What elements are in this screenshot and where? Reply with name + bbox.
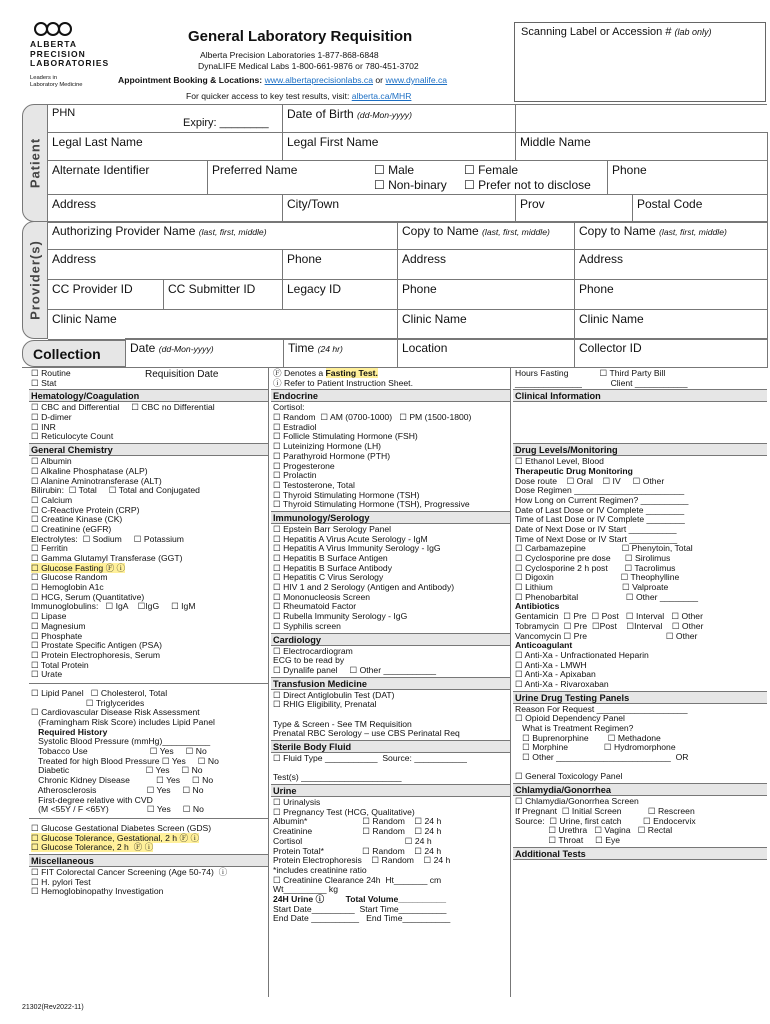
text-systolic-blood-pressure-mmhg: Systolic Blood Pressure (mmHg)__________ — [31, 736, 211, 747]
checkbox-lithium-valproate[interactable]: ☐ Lithium ☐ Valproate — [515, 582, 669, 593]
checkbox-c-reactive-protein-crp[interactable]: ☐ C-Reactive Protein (CRP) — [31, 504, 140, 515]
checkbox-alanine-aminotransferase-alt[interactable]: ☐ Alanine Aminotransferase (ALT) — [31, 475, 162, 486]
checkbox-chronic-kidney-disease-yes-no[interactable]: Chronic Kidney Disease ☐ Yes ☐ No — [31, 775, 214, 786]
checkbox-lipase[interactable]: ☐ Lipase — [31, 611, 67, 622]
gender-prefer-not-checkbox[interactable]: ☐ Prefer not to disclose — [464, 178, 591, 192]
checkbox-hepatitis-b-surface-antigen[interactable]: ☐ Hepatitis B Surface Antigen — [273, 553, 388, 563]
checkbox-gamma-glutamyl-transferase-ggt[interactable]: ☐ Gamma Glutamyl Transferase (GGT) — [31, 553, 183, 563]
checkbox-hiv-1-and-2-serology-antigen-and-antibod[interactable]: ☐ HIV 1 and 2 Serology (Antigen and Antibody) — [273, 582, 455, 593]
mhr-link[interactable]: alberta.ca/MHR — [351, 91, 412, 101]
checkbox-reticulocyte-count[interactable]: ☐ Reticulocyte Count — [31, 431, 114, 442]
org-name: ALBERTA PRECISION LABORATORIES — [30, 39, 110, 68]
checkbox-syphilis-screen[interactable]: ☐ Syphilis screen — [273, 620, 341, 631]
checkbox-m-55y-f-65y-yes-no[interactable]: (M <55Y / F <65Y) ☐ Yes ☐ No — [31, 804, 204, 815]
text-blank — [515, 432, 765, 442]
checkbox-rhig-eligibility-prenatal[interactable]: ☐ RHIG Eligibility, Prenatal — [273, 699, 377, 710]
text-anticoagulant: Anticoagulant — [515, 640, 573, 651]
checkbox-urinalysis[interactable]: ☐ Urinalysis — [273, 797, 321, 808]
copy-1-phone-field[interactable]: Phone — [398, 280, 575, 310]
checkbox-calcium[interactable]: ☐ Calcium — [31, 494, 73, 505]
checkbox-pregnancy-test-hcg-qualitative[interactable]: ☐ Pregnancy Test (HCG, Qualitative) — [273, 806, 415, 817]
divider — [29, 683, 268, 687]
checkbox-opioid-dependency-panel[interactable]: ☐ Opioid Dependency Panel — [515, 713, 625, 724]
first-name-field[interactable]: Legal First Name — [283, 133, 516, 161]
checkbox-estradiol[interactable]: ☐ Estradiol — [273, 421, 317, 432]
checkbox-stat[interactable]: ☐ Stat — [31, 377, 57, 388]
checkbox-tobacco-use-yes-no[interactable]: Tobacco Use ☐ Yes ☐ No — [31, 746, 207, 757]
section-additional-tests: Additional Tests — [513, 847, 767, 860]
checkbox-random-am-0700-1000-pm-1500-1800[interactable]: ☐ Random ☐ AM (0700-1000) ☐ PM (1500-1800) — [273, 412, 472, 423]
checkbox-d-dimer[interactable]: ☐ D-dimer — [31, 412, 72, 423]
checkbox-hepatitis-c-virus-serology[interactable]: ☐ Hepatitis C Virus Serology — [273, 572, 384, 583]
checkbox-rubella-immunity-serology-igg[interactable]: ☐ Rubella Immunity Serology - IgG — [273, 611, 408, 622]
text-start-date-start-time: Start Date_________ Start Time__________ — [273, 903, 447, 914]
checkbox-tobramycin-pre-post-interval-other[interactable]: Tobramycin ☐ Pre ☐Post ☐Interval ☐ Other — [515, 620, 704, 631]
checkbox-protein-electrophoresis-serum[interactable]: ☐ Protein Electrophoresis, Serum — [31, 649, 161, 660]
checkbox-albumin-random-24-h[interactable]: Albumin* ☐ Random ☐ 24 h — [273, 816, 442, 827]
collection-grid — [125, 338, 767, 367]
checkbox-hemoglobinopathy-investigation[interactable]: ☐ Hemoglobinopathy Investigation — [31, 886, 164, 897]
text-reason-for-request: Reason For Request ___________________ — [515, 703, 688, 714]
checkbox-prostate-specific-antigen-psa[interactable]: ☐ Prostate Specific Antigen (PSA) — [31, 640, 162, 651]
checkbox-digoxin-theophylline[interactable]: ☐ Digoxin ☐ Theophylline — [515, 572, 680, 583]
section-miscellaneous: Miscellaneous — [29, 854, 268, 867]
copy-1-clinic-field[interactable]: Clinic Name — [398, 310, 575, 340]
checkbox-prolactin[interactable]: ☐ Prolactin — [273, 470, 317, 481]
collection-date-field[interactable]: Date (dd-Mon-yyyy) — [126, 339, 284, 368]
copy-2-clinic-field[interactable]: Clinic Name — [575, 310, 768, 340]
checkbox-cyclosporine-2-h-post-tacrolimus[interactable]: ☐ Cyclosporine 2 h post ☐ Tacrolimus — [515, 562, 676, 573]
text-end-date-end-time: End Date __________ End Time__________ — [273, 913, 451, 924]
patient-address-field[interactable]: Address — [48, 195, 283, 223]
phn-field[interactable]: PHN Expiry: ________ — [48, 105, 283, 133]
gender-nonbinary-checkbox[interactable]: ☐ Non-binary — [374, 178, 447, 192]
dob-blank — [516, 105, 768, 133]
checkbox-lipid-panel-cholesterol-total[interactable]: ☐ Lipid Panel ☐ Cholesterol, Total — [31, 687, 168, 698]
checkbox-epstein-barr-serology-panel[interactable]: ☐ Epstein Barr Serology Panel — [273, 523, 392, 534]
text-refer-to-patient-instruction-sheet: ⓘ Refer to Patient Instruction Sheet. — [273, 377, 413, 388]
mhr-line: For quicker access to key test results, visit: alberta.ca/MHR — [186, 91, 412, 101]
provider-address-field[interactable]: Address — [48, 250, 283, 280]
checkbox-h-pylori-test[interactable]: ☐ H. pylori Test — [31, 876, 91, 887]
checkbox-buprenorphine-methadone[interactable]: ☐ Buprenorphine ☐ Methadone — [515, 732, 661, 743]
booking-line: Appointment Booking & Locations: www.albertaprecisionlabs.ca or www.dynalife.ca — [118, 75, 448, 85]
checkbox-protein-total-random-24-h[interactable]: Protein Total* ☐ Random ☐ 24 h — [273, 845, 442, 856]
checkbox-if-pregnant-initial-screen-rescreen[interactable]: If Pregnant ☐ Initial Screen ☐ Rescreen — [515, 805, 695, 816]
cc-provider-id-field[interactable]: CC Provider ID — [48, 280, 164, 310]
clinic-name-field[interactable]: Clinic Name — [48, 310, 398, 340]
checkbox-dynalife-panel-other[interactable]: ☐ Dynalife panel ☐ Other ___________ — [273, 664, 437, 675]
gender-female-checkbox[interactable]: ☐ Female — [464, 163, 519, 177]
org-tagline: Leaders in Laboratory Medicine — [30, 75, 83, 88]
copy-2-address-field[interactable]: Address — [575, 250, 768, 280]
checkbox-cardiovascular-disease-risk-assessment[interactable]: ☐ Cardiovascular Disease Risk Assessment — [31, 707, 200, 718]
checkbox-diabetic-yes-no[interactable]: Diabetic ☐ Yes ☐ No — [31, 765, 203, 776]
checkbox-creatine-kinase-ck[interactable]: ☐ Creatine Kinase (CK) — [31, 514, 123, 525]
checkbox-thyroid-stimulating-hormone-tsh-progress[interactable]: ☐ Thyroid Stimulating Hormone (TSH), Progressive — [273, 499, 470, 510]
logo-rings-icon — [34, 22, 74, 36]
checkbox-mononucleosis-screen[interactable]: ☐ Mononucleosis Screen — [273, 591, 371, 602]
city-field[interactable]: City/Town — [283, 195, 516, 223]
checkbox-albumin[interactable]: ☐ Albumin — [31, 456, 72, 467]
checkbox-anti-xa-lmwh[interactable]: ☐ Anti-Xa - LMWH — [515, 659, 587, 670]
checkbox-dose-route-oral-iv-other[interactable]: Dose route ☐ Oral ☐ IV ☐ Other — [515, 475, 665, 486]
checkbox-glucose-random[interactable]: ☐ Glucose Random — [31, 572, 108, 583]
text-prenatal-rbc-serology-use-cbs-perinatal-: Prenatal RBC Serology – use CBS Perinatal Req — [273, 728, 460, 739]
checkbox-hepatitis-a-virus-immunity-serology-igg[interactable]: ☐ Hepatitis A Virus Immunity Serology - IgG — [273, 543, 441, 554]
section-chlamydia-gonorrhea: Chlamydia/Gonorrhea — [513, 783, 767, 796]
checkbox-treated-for-high-blood-pressure-yes-no[interactable]: Treated for high Blood Pressure ☐ Yes ☐ No — [31, 755, 219, 766]
checkbox-inr[interactable]: ☐ INR — [31, 421, 56, 432]
section-immunology-serology: Immunology/Serology — [271, 511, 510, 524]
prov-field[interactable]: Prov — [516, 195, 633, 223]
legacy-id-field[interactable]: Legacy ID — [283, 280, 398, 310]
middle-name-field[interactable]: Middle Name — [516, 133, 768, 161]
checkbox-glucose-tolerance-2-h[interactable]: ☐ Glucose Tolerance, 2 h Ⓕ ⓘ — [31, 842, 154, 853]
text-what-is-treatment-regimen: What is Treatment Regimen? — [515, 723, 634, 733]
checkbox-atherosclerosis-yes-no[interactable]: Atherosclerosis ☐ Yes ☐ No — [31, 784, 204, 795]
pref-name-field[interactable]: Preferred Name ☐ Male ☐ Female ☐ Non-binary ☐ Prefer not to disclose — [208, 161, 608, 195]
checkbox-chlamydia-gonorrhea-screen[interactable]: ☐ Chlamydia/Gonorrhea Screen — [515, 796, 639, 807]
section-endocrine: Endocrine — [271, 389, 510, 402]
column-2 — [273, 369, 508, 924]
checkbox-parathyroid-hormone-pth[interactable]: ☐ Parathyroid Hormone (PTH) — [273, 450, 391, 461]
section-urine-drug-testing-panels: Urine Drug Testing Panels — [513, 691, 767, 704]
checkbox-phenobarbital-other[interactable]: ☐ Phenobarbital ☐ Other ________ — [515, 591, 699, 602]
section-drug-levels-monitoring: Drug Levels/Monitoring — [513, 443, 767, 456]
text-blank — [515, 413, 765, 423]
checkbox-anti-xa-rivaroxaban[interactable]: ☐ Anti-Xa - Rivaroxaban — [515, 678, 609, 689]
text-includes-creatinine-ratio: *includes creatinine ratio — [273, 864, 367, 875]
section-general-chemistry: General Chemistry — [29, 443, 268, 456]
checkbox-progesterone[interactable]: ☐ Progesterone — [273, 460, 335, 471]
checkbox-bilirubin-total-total-and-conjugated[interactable]: Bilirubin: ☐ Total ☐ Total and Conjugated — [31, 485, 200, 496]
provider-grid — [47, 221, 767, 339]
text-test-s: Test(s) _____________________ — [273, 772, 402, 783]
checkbox-source-urine-first-catch-endocervix[interactable]: Source: ☐ Urine, first catch ☐ Endocervix — [515, 815, 696, 826]
checkbox-other-or[interactable]: ☐ Other ________________________ OR — [515, 752, 689, 763]
checkbox-immunoglobulins-iga-igg-igm[interactable]: Immunoglobulins: ☐ IgA ☐IgG ☐ IgM — [31, 601, 196, 612]
text-date-of-next-dose-or-iv-start: Date of Next Dose or IV Start __________ — [515, 523, 677, 534]
text-cortisol: Cortisol: — [273, 402, 305, 413]
checkbox-luteinizing-hormone-lh[interactable]: ☐ Luteinizing Hormone (LH) — [273, 441, 382, 452]
section-transfusion-medicine: Transfusion Medicine — [271, 677, 510, 690]
checkbox-triglycerides[interactable]: ☐ Triglycerides — [31, 697, 145, 708]
checkbox-glucose-tolerance-gestational-2-h[interactable]: ☐ Glucose Tolerance, Gestational, 2 h Ⓕ ⓘ — [31, 832, 200, 843]
text-antibiotics: Antibiotics — [515, 601, 560, 612]
text-how-long-on-current-regimen: How Long on Current Regimen? __________ — [515, 494, 689, 505]
checkbox-glucose-gestational-diabetes-screen-gds[interactable]: ☐ Glucose Gestational Diabetes Screen (GDS) — [31, 822, 212, 833]
apl-phone: Alberta Precision Laboratories 1-877-868-6848 — [200, 50, 379, 60]
copy-to-2-field[interactable]: Copy to Name (last, first, middle) — [575, 222, 768, 250]
checkbox-vancomycin-pre-other[interactable]: Vancomycin ☐ Pre ☐ Other — [515, 630, 698, 641]
text-denotes-a-fasting-test: Ⓕ Denotes a Fasting Test. — [273, 368, 378, 378]
form-title: General Laboratory Requisition — [188, 28, 413, 45]
checkbox-carbamazepine-phenytoin-total[interactable]: ☐ Carbamazepine ☐ Phenytoin, Total — [515, 543, 693, 554]
text-ecg-to-be-read-by: ECG to be read by — [273, 655, 345, 666]
checkbox-follicle-stimulating-hormone-fsh[interactable]: ☐ Follicle Stimulating Hormone (FSH) — [273, 431, 418, 442]
checkbox-morphine-hydromorphone[interactable]: ☐ Morphine ☐ Hydromorphone — [515, 742, 676, 753]
checkbox-ethanol-level-blood[interactable]: ☐ Ethanol Level, Blood — [515, 456, 604, 467]
auth-provider-field[interactable]: Authorizing Provider Name (last, first, middle) — [48, 222, 398, 250]
text-type-screen-see-tm-requisition: Type & Screen - See TM Requisition — [273, 718, 412, 729]
copy-2-phone-field[interactable]: Phone — [575, 280, 768, 310]
text-framingham-risk-score-includes-lipid-pan: (Framingham Risk Score) includes Lipid Panel — [31, 717, 215, 727]
gender-male-checkbox[interactable]: ☐ Male — [374, 163, 415, 177]
checkbox-protein-electrophoresis-random-24-h[interactable]: Protein Electrophoresis ☐ Random ☐ 24 h — [273, 855, 451, 866]
checkbox-hepatitis-b-surface-antibody[interactable]: ☐ Hepatitis B Surface Antibody — [273, 562, 393, 573]
column-divider — [510, 367, 511, 997]
collection-location-field[interactable]: Location — [398, 339, 575, 368]
checkbox-anti-xa-unfractionated-heparin[interactable]: ☐ Anti-Xa - Unfractionated Heparin — [515, 649, 649, 660]
checkbox-urate[interactable]: ☐ Urate — [31, 669, 63, 680]
checkbox-fluid-type-source[interactable]: ☐ Fluid Type ___________ Source: ___________ — [273, 753, 467, 763]
collection-tab: Collection — [22, 340, 126, 367]
text-blank — [515, 423, 765, 433]
checkbox-total-protein[interactable]: ☐ Total Protein — [31, 659, 89, 670]
checkbox-creatinine-random-24-h[interactable]: Creatinine ☐ Random ☐ 24 h — [273, 826, 442, 837]
checkbox-hepatitis-a-virus-acute-serology-igm[interactable]: ☐ Hepatitis A Virus Acute Serology - IgM — [273, 533, 428, 544]
collection-time-field[interactable]: Time (24 hr) — [284, 339, 398, 368]
section-hematology-coagulation: Hematology/Coagulation — [29, 389, 268, 402]
checkbox-alkaline-phosphatase-alp[interactable]: ☐ Alkaline Phosphatase (ALP) — [31, 465, 148, 476]
patient-tab: Patient — [22, 104, 48, 222]
last-name-field[interactable]: Legal Last Name — [48, 133, 283, 161]
copy-to-1-field[interactable]: Copy to Name (last, first, middle) — [398, 222, 575, 250]
checkbox-cyclosporine-pre-dose-sirolimus[interactable]: ☐ Cyclosporine pre dose ☐ Sirolimus — [515, 553, 671, 563]
checkbox-testosterone-total[interactable]: ☐ Testosterone, Total — [273, 479, 355, 490]
checkbox-gentamicin-pre-post-interval-other[interactable]: Gentamicin ☐ Pre ☐ Post ☐ Interval ☐ Other — [515, 611, 703, 622]
text-dose-regimen: Dose Regimen _______________________ — [515, 485, 685, 496]
section-sterile-body-fluid: Sterile Body Fluid — [271, 740, 510, 753]
text-blank — [515, 403, 765, 413]
section-urine: Urine — [271, 784, 510, 797]
checkbox-rheumatoid-factor[interactable]: ☐ Rheumatoid Factor — [273, 601, 357, 612]
column-divider — [268, 367, 269, 997]
checkbox-hemoglobin-a1c[interactable]: ☐ Hemoglobin A1c — [31, 582, 104, 593]
checkbox-cbc-and-differential-cbc-no-differential[interactable]: ☐ CBC and Differential ☐ CBC no Differential — [31, 402, 215, 413]
requisition-date-field[interactable]: Requisition Date — [145, 369, 219, 380]
provider-tab: Provider(s) — [22, 221, 48, 339]
checkbox-hcg-serum-quantitative[interactable]: ☐ HCG, Serum (Quantitative) — [31, 591, 145, 602]
dynalife-phone: DynaLIFE Medical Labs 1-800-661-9876 or 780-451-3702 — [198, 61, 419, 71]
collector-id-field[interactable]: Collector ID — [575, 339, 768, 368]
checkbox-routine[interactable]: ☐ Routine — [31, 368, 71, 378]
provider-phone-field[interactable]: Phone — [283, 250, 398, 280]
checkbox-creatinine-egfr[interactable]: ☐ Creatinine (eGFR) — [31, 523, 112, 534]
apl-link[interactable]: www.albertaprecisionlabs.ca — [264, 75, 374, 85]
checkbox-thyroid-stimulating-hormone-tsh[interactable]: ☐ Thyroid Stimulating Hormone (TSH) — [273, 489, 420, 500]
checkbox-phosphate[interactable]: ☐ Phosphate — [31, 630, 83, 641]
form-number: 21302(Rev2022-11) — [22, 1004, 84, 1011]
checkbox-anti-xa-apixaban[interactable]: ☐ Anti-Xa - Apixaban — [515, 669, 596, 680]
text-therapeutic-drug-monitoring: Therapeutic Drug Monitoring — [515, 465, 633, 476]
checkbox-cortisol-24-h[interactable]: Cortisol ☐ 24 h — [273, 835, 432, 846]
checkbox-creatinine-clearance-24h-ht-cm[interactable]: ☐ Creatinine Clearance 24h Ht_______ cm — [273, 874, 442, 885]
checkbox-glucose-fasting[interactable]: ☐ Glucose Fasting Ⓕ ⓘ — [31, 562, 126, 573]
checkbox-fit-colorectal-cancer-screening-age-50-7[interactable]: ☐ FIT Colorectal Cancer Screening (Age 50-74) ⓘ — [31, 866, 228, 877]
column-3 — [515, 369, 765, 861]
text-time-of-next-dose-or-iv-start: Time of Next Dose or IV Start __________ — [515, 533, 678, 544]
dynalife-link[interactable]: www.dynalife.ca — [385, 75, 448, 85]
checkbox-electrolytes-sodium-potassium[interactable]: Electrolytes: ☐ Sodium ☐ Potassium — [31, 533, 184, 544]
section-clinical-information: Clinical Information — [513, 389, 767, 402]
text-date-of-last-dose-or-iv-complete: Date of Last Dose or IV Complete ________ — [515, 504, 685, 515]
column-1 — [31, 369, 266, 897]
checkbox-general-toxicology-panel[interactable]: ☐ General Toxicology Panel — [515, 771, 623, 782]
scanning-label-box[interactable]: Scanning Label or Accession # (lab only) — [514, 22, 766, 102]
checkbox-direct-antiglobulin-test-dat[interactable]: ☐ Direct Antiglobulin Test (DAT) — [273, 689, 395, 700]
checkbox-magnesium[interactable]: ☐ Magnesium — [31, 620, 86, 631]
checkbox-hours-fasting-third-party-bill[interactable]: Hours Fasting ☐ Third Party Bill — [515, 368, 666, 378]
checkbox-throat-eye[interactable]: ☐ Throat ☐ Eye — [515, 834, 621, 845]
checkbox-ferritin[interactable]: ☐ Ferritin — [31, 543, 68, 554]
cc-submitter-id-field[interactable]: CC Submitter ID — [164, 280, 283, 310]
text-required-history: Required History — [31, 726, 108, 737]
patient-grid — [47, 104, 767, 222]
patient-phone-field[interactable]: Phone — [608, 161, 768, 195]
text-24h-urine-total-volume: 24H Urine ⓘ Total Volume__________ — [273, 893, 447, 904]
divider — [29, 818, 268, 822]
checkbox-urethra-vagina-rectal[interactable]: ☐ Urethra ☐ Vagina ☐ Rectal — [515, 825, 673, 836]
checkbox-electrocardiogram[interactable]: ☐ Electrocardiogram — [273, 645, 353, 656]
text-first-degree-relative-with-cvd: First-degree relative with CVD — [31, 794, 153, 805]
text-client: ______________ Client ___________ — [515, 377, 688, 388]
text-time-of-last-dose-or-iv-complete: Time of Last Dose or IV Complete ________ — [515, 514, 685, 525]
alt-id-field[interactable]: Alternate Identifier — [48, 161, 208, 195]
dob-field[interactable]: Date of Birth (dd-Mon-yyyy) — [283, 105, 516, 133]
postal-code-field[interactable]: Postal Code — [633, 195, 768, 223]
text-wt-kg: Wt_________ kg — [273, 884, 338, 895]
section-cardiology: Cardiology — [271, 633, 510, 646]
copy-1-address-field[interactable]: Address — [398, 250, 575, 280]
